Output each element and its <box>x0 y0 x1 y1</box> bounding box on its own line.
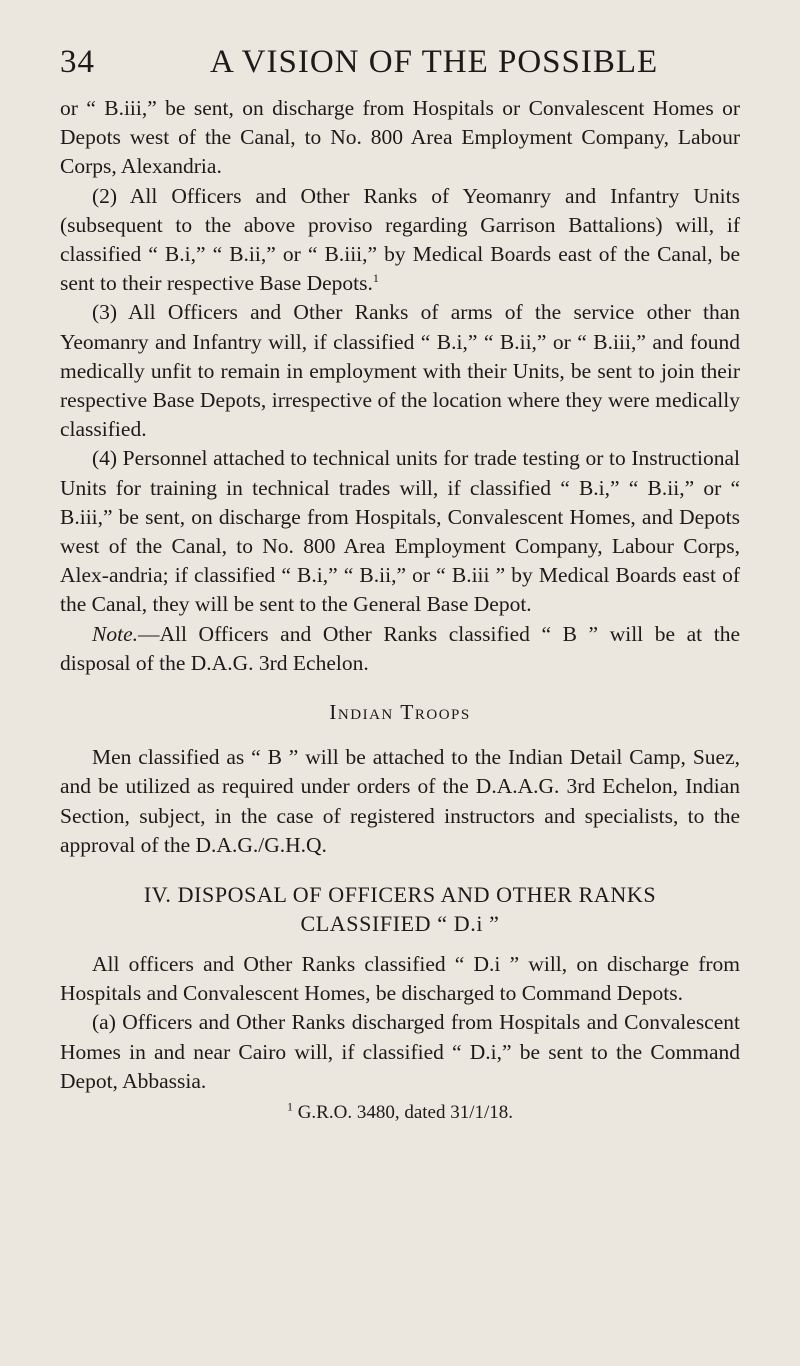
note-text: —All Officers and Other Ranks classified “ B ” will be at the disposal of the D.A.G. 3rd Echelon. <box>60 621 740 675</box>
note-label: Note. <box>92 621 138 646</box>
footnote-ref: 1 <box>372 271 379 286</box>
section-iv-heading <box>60 880 740 938</box>
footnote <box>60 1098 740 1127</box>
paragraph-2 <box>60 182 740 299</box>
paragraph-2-text: (2) All Officers and Other Ranks of Yeomanry and Infantry Units (subsequent to the above proviso regarding Garrison Battalions) will, if classified “ B.i,” “ B.ii,” or “ B.iii,” by Medical Boards east of the Canal, be sent to their respective Base Depots. <box>60 183 740 296</box>
section-iv-heading-line2: CLASSIFIED “ D.i ” <box>300 911 500 937</box>
footnote-marker: 1 <box>286 1099 293 1114</box>
paragraph-4: (4) Personnel attached to technical units for trade testing or to Instructional Units for training in technical trades will, if classified “ B.i,” “ B.ii,” or “ B.iii,” be sent, on discharge from Hospitals, Convalescent Homes, and Depots west of the Canal, to No. 800 Area Employment Company, Labour Corps, Alex-andria; if classified “ B.i,” “ B.ii,” or “ B.iii ” by Medical Boards east of the Canal, they will be sent to the General Base Depot. <box>60 446 740 617</box>
running-header <box>60 44 740 84</box>
section-iv-paragraph-2: (a) Officers and Other Ranks discharged from Hospitals and Convalescent Homes in and near Cairo will, if classified “ D.i,” be sent to the Command Depot, Abbassia. <box>60 1010 740 1093</box>
page-body <box>60 94 740 1127</box>
section-iv-paragraph-1: All officers and Other Ranks classified “ D.i ” will, on discharge from Hospitals and Convalescent Homes, be discharged to Command Depots. <box>60 952 740 1006</box>
note-paragraph <box>60 620 740 678</box>
paragraph-continued: or “ B.iii,” be sent, on discharge from Hospitals or Convalescent Homes or Depots west of the Canal, to No. 800 Area Employment Company, Labour Corps, Alexandria. <box>60 96 740 179</box>
page-number: 34 <box>60 44 95 80</box>
paragraph-3: (3) All Officers and Other Ranks of arms of the service other than Yeomanry and Infantry will, if classified “ B.i,” “ B.ii,” or “ B.iii,” and found medically unfit to remain in employment with their Units, be sent to join their respective Base Depots, irrespective of the location where they were medically classified. <box>60 300 740 442</box>
indian-troops-paragraph: Men classified as “ B ” will be attached to the Indian Detail Camp, Suez, and be utilized as required under orders of the D.A.A.G. 3rd Echelon, Indian Section, subject, in the case of registered instructors and specialists, to the approval of the D.A.G./G.H.Q. <box>60 745 740 857</box>
section-iv-heading-line1: IV. DISPOSAL OF OFFICERS AND OTHER RANKS <box>143 882 657 908</box>
footnote-text: G.R.O. 3480, dated 31/1/18. <box>297 1102 514 1124</box>
indian-troops-heading: Indian Troops <box>329 700 471 725</box>
running-title: A VISION OF THE POSSIBLE <box>210 44 659 80</box>
